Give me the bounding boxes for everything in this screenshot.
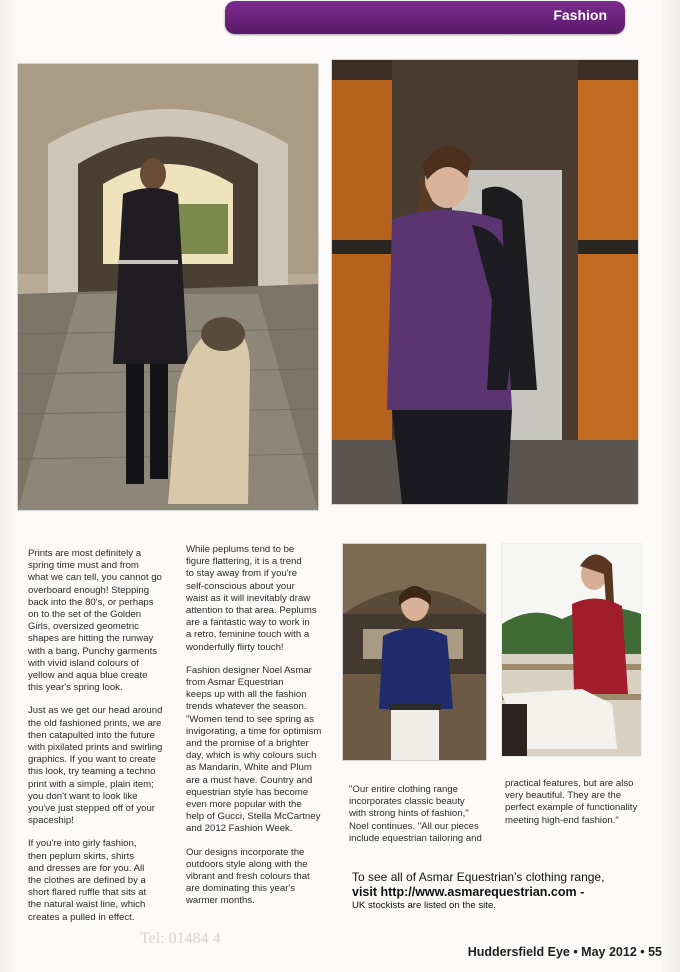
column-1-paragraph: If you're into girly fashion, then peplum skirts, shirts and dresses are for you. All the clothes are defined by a short flared ruffle that sits at the natural waist line, which creates a pulled in effect. [28, 838, 147, 923]
cta-line-3: UK stockists are listed on the site. [352, 900, 496, 911]
page-footer: Huddersfield Eye • May 2012 • 55 [467, 945, 662, 959]
section-label: Fashion [553, 7, 607, 23]
call-to-action [352, 870, 642, 912]
article-column-1 [28, 548, 178, 935]
quote-right: practical features, but are also very beautiful. They are the perfect example of functionality meeting high-end fashion." [505, 778, 638, 826]
photo-archway-woman-dog [17, 63, 319, 511]
ghost-text: Tel: 01484 4 [140, 930, 221, 947]
cta-line-1: To see all of Asmar Equestrian's clothing range, [352, 870, 605, 884]
column-1-paragraph: Prints are most definitely a spring time must and from what we can tell, you cannot go overboard enough! Stepping back into the 80's, or perhaps on to the set of the Golden Girls, oversized geometric shapes are hitting the runway with a bang. Punchy garments with vivid island colours of yellow and aqua blue create this year's spring look. [28, 548, 162, 694]
quote-left: "Our entire clothing range incorporates classic beauty with strong hints of fashion," Noel continues. "All our pieces include equestrian tailoring and [349, 784, 482, 844]
photo-stable-purple-vest [331, 59, 639, 505]
article-column-2 [186, 544, 336, 919]
column-1-paragraph: Just as we get our head around the old fashioned prints, we are then catapulted into the future with pixilated prints and swirling graphics. If you want to create this look, try teaming a techno print with a simple, plain item; you don't want to look like you've just stepped off of your spaceship! [28, 705, 163, 827]
column-2-paragraph: While peplums tend to be figure flattering, it is a trend to stay away from if you're self-conscious about your waist as it will inevitably draw attention to that area. Peplums are a fantastic way to work in a retro, feminine touch with a wonderfully flirty touch! [186, 544, 317, 653]
section-tab [225, 1, 625, 34]
photo-arena-navy-polo [342, 543, 487, 761]
column-2-paragraph: Fashion designer Noel Asmar from Asmar Equestrian keeps up with all the fashion trends whatever the season. "Women tend to see spring as invigorating, a time for optimism and the promise of a brighter day, which is why colours such as Mandarin, White and Plum are a must have. Country and equestrian style has become even more popular with the help of Gucci, Stella McCartney and 2012 Fashion Week. [186, 664, 322, 835]
column-2-paragraph: Our designs incorporate the outdoors style along with the vibrant and fresh colours that are dominating this year's warmer months. [186, 846, 310, 907]
cta-website-link[interactable]: visit http://www.asmarequestrian.com - [352, 885, 585, 899]
photo-red-top-fence [501, 543, 642, 757]
